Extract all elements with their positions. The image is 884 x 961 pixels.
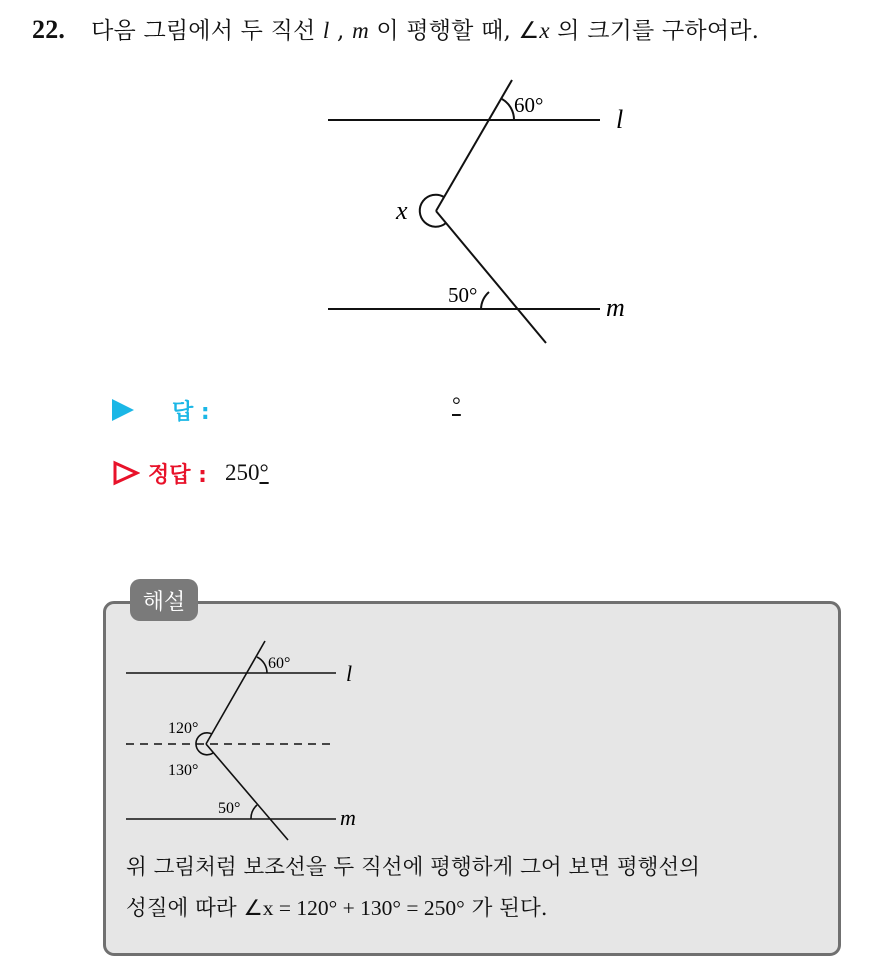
question-text-middle: 이 평행할 때, (376, 18, 512, 44)
solution-line-2-after: 가 된다. (471, 896, 548, 921)
question-number: 22. (32, 15, 66, 44)
solution-line-2-before: 성질에 따라 (126, 896, 237, 921)
question-text-before: 다음 그림에서 두 직선 (91, 18, 316, 44)
correct-number: 250 (224, 460, 260, 485)
sol-angle-top-arc (257, 657, 267, 673)
solution-text (126, 848, 836, 929)
question-text-after: 의 크기를 구하여라. (557, 18, 760, 44)
sol-line-m-label: m (340, 805, 356, 830)
question-line-l: l (322, 18, 330, 43)
sol-angle-120-label: 120° (168, 720, 199, 737)
sol-angle-bottom-label: 50° (218, 800, 241, 817)
figure-angle-bottom-label: 50° (448, 283, 478, 307)
solution-equation: ∠x = 120° + 130° = 250° (243, 896, 465, 920)
figure-angle-top-label: 60° (514, 93, 544, 117)
sol-angle-top-label: 60° (268, 655, 291, 672)
sol-transversal-lower (206, 744, 288, 840)
figure-angle-x-label: x (396, 196, 408, 225)
correct-label: 정답 : (148, 462, 207, 488)
question-comma: , (337, 18, 345, 44)
figure-line-m-label: m (606, 293, 625, 322)
solution-line-1: 위 그림처럼 보조선을 두 직선에 평행하게 그어 보면 평행선의 (126, 855, 700, 880)
sol-angle-130-label: 130° (168, 762, 199, 779)
sol-line-l-label: l (346, 661, 353, 686)
answer-label: 답 : (172, 399, 210, 425)
answer-unit: ° (452, 392, 461, 417)
figure-line-l-label: l (616, 105, 624, 134)
correct-unit: ° (259, 460, 269, 485)
question-line-m: m (352, 18, 369, 43)
sol-angle-bottom-arc (251, 805, 257, 819)
solution-tab: 해설 (130, 579, 198, 621)
question-angle-var: x (539, 18, 550, 43)
sol-transversal-upper (206, 641, 265, 744)
angle-symbol: ∠ (518, 18, 540, 43)
solution-line-2 (126, 888, 836, 929)
